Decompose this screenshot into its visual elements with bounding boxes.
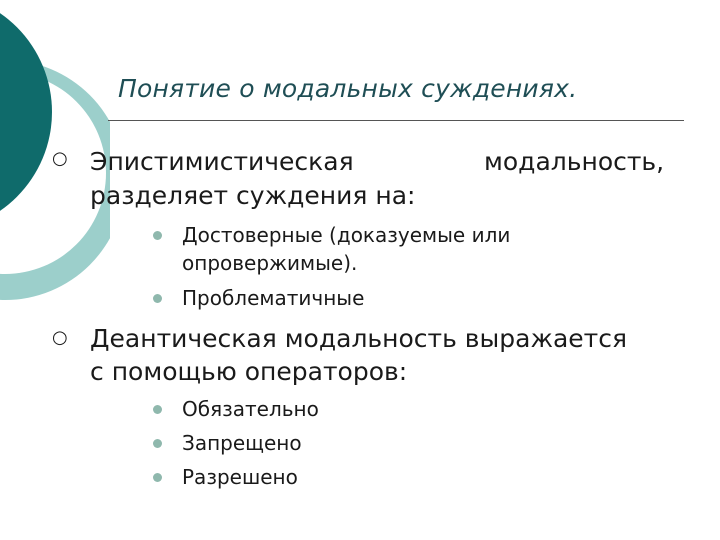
sub-bullet-icon <box>153 231 162 240</box>
subitem-2-1: Обязательно <box>182 397 319 421</box>
bullet-ring-icon: ○ <box>52 148 68 169</box>
point-2-line-1: Деантическая модальность выражается <box>90 324 628 353</box>
point-1-line-1-left: Эпистимистическая <box>90 147 354 176</box>
sub-bullet-icon <box>153 439 162 448</box>
slide-title: Понятие о модальных суждениях. <box>118 74 578 103</box>
subitem-2-3: Разрешено <box>182 465 298 489</box>
sub-bullet-icon <box>153 405 162 414</box>
sub-bullet-icon <box>153 473 162 482</box>
point-2-line-2: с помощью операторов: <box>90 357 408 386</box>
title-divider <box>108 120 684 121</box>
point-1-line-1-right: модальность, <box>484 147 665 176</box>
point-1-line-2: разделяет суждения на: <box>90 181 416 210</box>
subitem-1-1-line-2: опровержимые). <box>182 251 358 275</box>
sub-bullet-icon <box>153 294 162 303</box>
bullet-ring-icon: ○ <box>52 327 68 348</box>
subitem-1-2: Проблематичные <box>182 286 365 310</box>
subitem-1-1-line-1: Достоверные (доказуемые или <box>182 223 511 247</box>
subitem-2-2: Запрещено <box>182 431 302 455</box>
